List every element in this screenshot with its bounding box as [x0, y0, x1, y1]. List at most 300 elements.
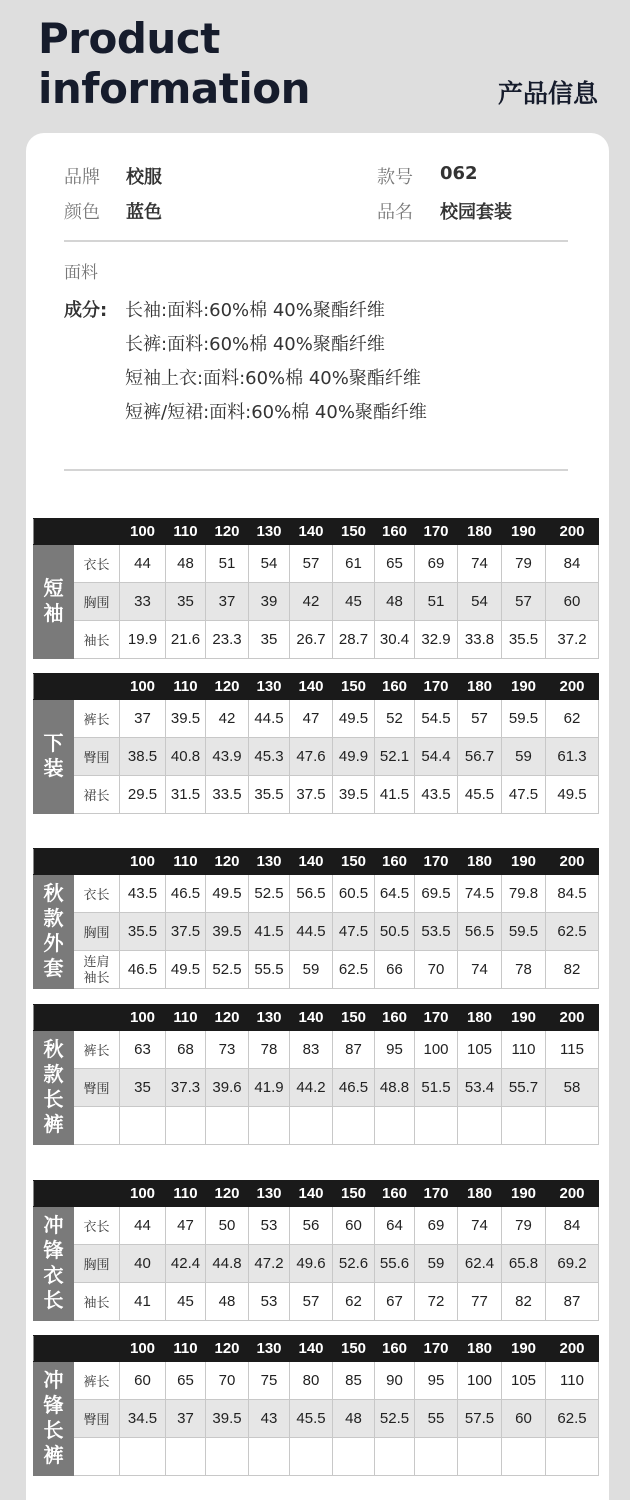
header-blank-cell — [34, 519, 120, 545]
style-no-value: 062 — [440, 163, 478, 184]
size-value-cell: 52.6 — [333, 1245, 375, 1283]
size-value-cell: 85 — [333, 1362, 375, 1400]
size-value-cell: 47.2 — [249, 1245, 290, 1283]
size-value-cell: 87 — [333, 1031, 375, 1069]
size-value-cell: 54 — [249, 545, 290, 583]
size-value-cell: 53.4 — [458, 1069, 502, 1107]
size-value-cell — [458, 1438, 502, 1476]
size-header-cell: 150 — [333, 1005, 375, 1031]
size-value-cell: 35 — [166, 583, 206, 621]
size-header-cell: 100 — [120, 849, 166, 875]
name-value: 校园套装 — [440, 202, 512, 223]
size-value-cell: 58 — [546, 1069, 599, 1107]
size-value-cell: 59 — [502, 738, 546, 776]
composition-label: 成分: — [64, 300, 108, 321]
size-value-cell: 47.5 — [333, 913, 375, 951]
row-label — [74, 1438, 120, 1476]
header-blank-cell — [34, 1181, 120, 1207]
size-value-cell: 69 — [415, 545, 458, 583]
size-value-cell: 62 — [546, 700, 599, 738]
size-value-cell: 49.6 — [290, 1245, 333, 1283]
category-char: 短 — [43, 577, 64, 600]
title-line-2: information — [38, 64, 310, 113]
size-value-cell: 39.6 — [206, 1069, 249, 1107]
size-value-cell: 69.5 — [415, 875, 458, 913]
size-value-cell: 37 — [206, 583, 249, 621]
name-label: 品名 — [377, 202, 413, 223]
size-value-cell: 41.5 — [375, 776, 415, 814]
size-header-cell: 180 — [458, 519, 502, 545]
size-header-cell: 160 — [375, 519, 415, 545]
row-label: 裙长 — [74, 776, 120, 814]
size-value-cell: 37.3 — [166, 1069, 206, 1107]
size-header-cell: 140 — [290, 674, 333, 700]
size-value-cell: 62.5 — [546, 913, 599, 951]
size-header-cell: 140 — [290, 1181, 333, 1207]
category-cell — [34, 875, 74, 989]
size-value-cell: 44.2 — [290, 1069, 333, 1107]
size-value-cell: 39.5 — [333, 776, 375, 814]
size-value-cell: 59.5 — [502, 700, 546, 738]
size-value-cell: 52.1 — [375, 738, 415, 776]
size-header-cell: 130 — [249, 1181, 290, 1207]
table-row — [34, 1107, 599, 1145]
row-label: 裤长 — [74, 1031, 120, 1069]
size-value-cell: 57 — [502, 583, 546, 621]
size-header-cell: 100 — [120, 1005, 166, 1031]
size-value-cell: 74 — [458, 1207, 502, 1245]
size-value-cell: 26.7 — [290, 621, 333, 659]
size-value-cell: 53.5 — [415, 913, 458, 951]
size-value-cell — [249, 1438, 290, 1476]
size-value-cell: 37 — [166, 1400, 206, 1438]
size-value-cell — [415, 1107, 458, 1145]
size-table — [33, 518, 599, 659]
size-header-cell: 120 — [206, 1336, 249, 1362]
size-value-cell: 56.5 — [290, 875, 333, 913]
size-value-cell: 64 — [375, 1207, 415, 1245]
size-value-cell: 35 — [120, 1069, 166, 1107]
size-value-cell: 59 — [415, 1245, 458, 1283]
composition-line: 长裤:面料:60%棉 40%聚酯纤维 — [125, 334, 385, 355]
row-label: 裤长 — [74, 700, 120, 738]
size-value-cell: 82 — [502, 1283, 546, 1321]
table-row — [34, 875, 599, 913]
size-header-cell: 130 — [249, 674, 290, 700]
size-value-cell: 35.5 — [249, 776, 290, 814]
size-value-cell: 44.8 — [206, 1245, 249, 1283]
size-value-cell: 84 — [546, 1207, 599, 1245]
table-row — [34, 1069, 599, 1107]
composition-line: 短袖上衣:面料:60%棉 40%聚酯纤维 — [125, 368, 421, 389]
size-value-cell: 39.5 — [206, 913, 249, 951]
category-char: 冲 — [43, 1214, 64, 1237]
row-label: 衣长 — [74, 1207, 120, 1245]
divider-top — [64, 240, 568, 242]
table-row — [34, 1245, 599, 1283]
table-row — [34, 1031, 599, 1069]
header-blank-cell — [34, 849, 120, 875]
size-value-cell: 62.4 — [458, 1245, 502, 1283]
size-header-cell: 180 — [458, 1336, 502, 1362]
size-header-cell: 200 — [546, 1336, 599, 1362]
size-value-cell: 44.5 — [249, 700, 290, 738]
size-value-cell: 80 — [290, 1362, 333, 1400]
category-char: 裤 — [43, 1444, 64, 1467]
table-row — [34, 621, 599, 659]
category-cell — [34, 1362, 74, 1476]
size-header-cell: 140 — [290, 849, 333, 875]
size-value-cell: 73 — [206, 1031, 249, 1069]
row-label: 臀围 — [74, 738, 120, 776]
size-value-cell: 78 — [502, 951, 546, 989]
row-label: 胸围 — [74, 1245, 120, 1283]
table-row — [34, 738, 599, 776]
size-value-cell: 45.5 — [290, 1400, 333, 1438]
size-table — [33, 673, 599, 814]
size-header-cell: 190 — [502, 519, 546, 545]
size-header-cell: 170 — [415, 674, 458, 700]
size-value-cell: 29.5 — [120, 776, 166, 814]
brand-label: 品牌 — [64, 167, 100, 188]
composition-line: 短裤/短裙:面料:60%棉 40%聚酯纤维 — [125, 402, 427, 423]
size-value-cell: 110 — [546, 1362, 599, 1400]
size-value-cell: 53 — [249, 1207, 290, 1245]
size-value-cell: 84 — [546, 545, 599, 583]
size-header-cell: 120 — [206, 1005, 249, 1031]
size-value-cell: 47.6 — [290, 738, 333, 776]
size-value-cell: 31.5 — [166, 776, 206, 814]
size-value-cell: 50 — [206, 1207, 249, 1245]
size-header-cell: 170 — [415, 519, 458, 545]
size-value-cell — [415, 1438, 458, 1476]
size-value-cell: 95 — [415, 1362, 458, 1400]
size-header-cell: 130 — [249, 519, 290, 545]
category-char: 长 — [43, 1419, 64, 1442]
size-header-cell: 200 — [546, 674, 599, 700]
size-value-cell: 69.2 — [546, 1245, 599, 1283]
size-value-cell: 48.8 — [375, 1069, 415, 1107]
size-header-cell: 140 — [290, 1005, 333, 1031]
size-value-cell: 55.6 — [375, 1245, 415, 1283]
size-header-cell: 120 — [206, 674, 249, 700]
size-value-cell — [290, 1107, 333, 1145]
size-value-cell: 30.4 — [375, 621, 415, 659]
row-label: 胸围 — [74, 583, 120, 621]
size-value-cell: 60 — [546, 583, 599, 621]
size-header-cell: 190 — [502, 1005, 546, 1031]
size-value-cell — [375, 1107, 415, 1145]
category-char: 锋 — [43, 1239, 64, 1262]
size-value-cell: 74.5 — [458, 875, 502, 913]
row-label: 臀围 — [74, 1400, 120, 1438]
size-header-cell: 200 — [546, 1181, 599, 1207]
size-value-cell: 74 — [458, 545, 502, 583]
size-value-cell: 45.5 — [458, 776, 502, 814]
size-value-cell: 41.5 — [249, 913, 290, 951]
size-value-cell: 62.5 — [333, 951, 375, 989]
size-header-cell: 190 — [502, 1336, 546, 1362]
color-value: 蓝色 — [126, 202, 162, 223]
table-row — [34, 583, 599, 621]
size-value-cell: 32.9 — [415, 621, 458, 659]
size-value-cell: 100 — [458, 1362, 502, 1400]
size-header-cell: 160 — [375, 1005, 415, 1031]
size-value-cell: 37.2 — [546, 621, 599, 659]
size-value-cell: 63 — [120, 1031, 166, 1069]
row-label: 胸围 — [74, 913, 120, 951]
composition-line: 长袖:面料:60%棉 40%聚酯纤维 — [125, 300, 385, 321]
table-row — [34, 1400, 599, 1438]
size-value-cell: 33.5 — [206, 776, 249, 814]
category-cell — [34, 1207, 74, 1321]
size-value-cell — [546, 1438, 599, 1476]
size-value-cell: 69 — [415, 1207, 458, 1245]
category-cell — [34, 1031, 74, 1145]
size-header-cell: 170 — [415, 1336, 458, 1362]
size-value-cell — [206, 1107, 249, 1145]
size-value-cell: 84.5 — [546, 875, 599, 913]
category-char: 套 — [43, 957, 64, 980]
size-header-cell: 130 — [249, 849, 290, 875]
size-value-cell: 61.3 — [546, 738, 599, 776]
size-value-cell: 35.5 — [120, 913, 166, 951]
size-value-cell: 55.5 — [249, 951, 290, 989]
size-value-cell: 75 — [249, 1362, 290, 1400]
size-header-cell: 160 — [375, 849, 415, 875]
size-header-cell: 130 — [249, 1005, 290, 1031]
size-value-cell: 45 — [166, 1283, 206, 1321]
size-value-cell: 46.5 — [166, 875, 206, 913]
size-value-cell — [166, 1107, 206, 1145]
size-header-cell: 160 — [375, 674, 415, 700]
size-value-cell: 57 — [290, 545, 333, 583]
size-value-cell: 34.5 — [120, 1400, 166, 1438]
size-value-cell: 67 — [375, 1283, 415, 1321]
size-header-cell: 200 — [546, 1005, 599, 1031]
size-value-cell: 19.9 — [120, 621, 166, 659]
category-cell — [34, 545, 74, 659]
size-value-cell — [206, 1438, 249, 1476]
size-value-cell — [375, 1438, 415, 1476]
size-value-cell — [120, 1438, 166, 1476]
size-table — [33, 1180, 599, 1321]
divider-bottom — [64, 469, 568, 471]
category-char: 下 — [43, 732, 64, 755]
size-value-cell: 59.5 — [502, 913, 546, 951]
size-header-cell: 110 — [166, 1181, 206, 1207]
size-value-cell: 55 — [415, 1400, 458, 1438]
size-value-cell: 43 — [249, 1400, 290, 1438]
category-char: 袖 — [43, 602, 64, 625]
size-value-cell: 40.8 — [166, 738, 206, 776]
size-value-cell: 78 — [249, 1031, 290, 1069]
category-char: 衣 — [43, 1264, 64, 1287]
size-value-cell: 56.5 — [458, 913, 502, 951]
size-value-cell: 60 — [333, 1207, 375, 1245]
size-value-cell: 83 — [290, 1031, 333, 1069]
size-header-cell: 150 — [333, 674, 375, 700]
size-value-cell: 79 — [502, 1207, 546, 1245]
size-value-cell: 37.5 — [166, 913, 206, 951]
size-value-cell: 77 — [458, 1283, 502, 1321]
size-value-cell: 45 — [333, 583, 375, 621]
size-value-cell: 51 — [415, 583, 458, 621]
size-value-cell: 47 — [166, 1207, 206, 1245]
color-label: 颜色 — [64, 202, 100, 223]
size-value-cell — [120, 1107, 166, 1145]
table-row — [34, 1207, 599, 1245]
size-table — [33, 1004, 599, 1145]
size-header-cell: 120 — [206, 519, 249, 545]
size-value-cell: 43.5 — [415, 776, 458, 814]
size-value-cell: 38.5 — [120, 738, 166, 776]
size-header-cell: 150 — [333, 1181, 375, 1207]
row-label: 连肩袖长 — [74, 951, 120, 989]
size-header-cell: 120 — [206, 849, 249, 875]
row-label: 衣长 — [74, 875, 120, 913]
category-cell — [34, 700, 74, 814]
size-value-cell: 72 — [415, 1283, 458, 1321]
size-header-cell: 180 — [458, 674, 502, 700]
size-header-cell: 190 — [502, 674, 546, 700]
size-value-cell: 43.9 — [206, 738, 249, 776]
size-value-cell: 68 — [166, 1031, 206, 1069]
size-value-cell — [502, 1438, 546, 1476]
size-value-cell: 44.5 — [290, 913, 333, 951]
size-value-cell: 48 — [206, 1283, 249, 1321]
size-value-cell: 52.5 — [249, 875, 290, 913]
size-header-cell: 180 — [458, 849, 502, 875]
size-value-cell: 90 — [375, 1362, 415, 1400]
size-value-cell: 48 — [333, 1400, 375, 1438]
size-value-cell: 44 — [120, 545, 166, 583]
size-value-cell: 65.8 — [502, 1245, 546, 1283]
table-row — [34, 776, 599, 814]
size-header-cell: 170 — [415, 1181, 458, 1207]
size-value-cell: 60.5 — [333, 875, 375, 913]
size-header-cell: 100 — [120, 1336, 166, 1362]
size-value-cell: 39.5 — [166, 700, 206, 738]
category-char: 装 — [43, 757, 64, 780]
size-value-cell: 61 — [333, 545, 375, 583]
size-value-cell — [458, 1107, 502, 1145]
size-value-cell: 79 — [502, 545, 546, 583]
size-value-cell — [166, 1438, 206, 1476]
size-header-cell: 170 — [415, 1005, 458, 1031]
size-value-cell: 74 — [458, 951, 502, 989]
size-value-cell: 44 — [120, 1207, 166, 1245]
size-value-cell: 64.5 — [375, 875, 415, 913]
size-value-cell: 57 — [458, 700, 502, 738]
size-header-cell: 150 — [333, 1336, 375, 1362]
size-header-cell: 200 — [546, 519, 599, 545]
size-header-cell: 170 — [415, 849, 458, 875]
size-value-cell: 60 — [502, 1400, 546, 1438]
size-value-cell: 54 — [458, 583, 502, 621]
row-label: 裤长 — [74, 1362, 120, 1400]
title-line-1: Product — [38, 14, 220, 63]
size-value-cell: 66 — [375, 951, 415, 989]
size-value-cell — [502, 1107, 546, 1145]
category-char: 外 — [43, 932, 64, 955]
size-header-cell: 110 — [166, 519, 206, 545]
size-header-cell: 110 — [166, 674, 206, 700]
size-value-cell: 51.5 — [415, 1069, 458, 1107]
category-char: 款 — [43, 1063, 64, 1086]
size-value-cell: 45.3 — [249, 738, 290, 776]
category-char: 长 — [43, 1289, 64, 1312]
size-value-cell: 47.5 — [502, 776, 546, 814]
row-label: 臀围 — [74, 1069, 120, 1107]
size-value-cell: 65 — [375, 545, 415, 583]
table-row — [34, 700, 599, 738]
size-value-cell: 49.9 — [333, 738, 375, 776]
category-char: 秋 — [43, 1038, 64, 1061]
size-value-cell: 37.5 — [290, 776, 333, 814]
size-value-cell: 39.5 — [206, 1400, 249, 1438]
size-value-cell: 43.5 — [120, 875, 166, 913]
size-value-cell: 52 — [375, 700, 415, 738]
size-value-cell — [546, 1107, 599, 1145]
size-value-cell: 56 — [290, 1207, 333, 1245]
category-char: 冲 — [43, 1369, 64, 1392]
size-value-cell: 33.8 — [458, 621, 502, 659]
size-value-cell: 55.7 — [502, 1069, 546, 1107]
size-header-cell: 110 — [166, 849, 206, 875]
size-value-cell: 35.5 — [502, 621, 546, 659]
table-row — [34, 913, 599, 951]
size-value-cell: 42 — [206, 700, 249, 738]
size-value-cell: 59 — [290, 951, 333, 989]
table-row — [34, 1362, 599, 1400]
brand-value: 校服 — [126, 167, 162, 188]
fabric-label: 面料 — [64, 263, 98, 283]
size-value-cell: 42.4 — [166, 1245, 206, 1283]
size-value-cell: 49.5 — [166, 951, 206, 989]
size-header-cell: 110 — [166, 1005, 206, 1031]
size-value-cell — [333, 1107, 375, 1145]
size-value-cell: 35 — [249, 621, 290, 659]
size-value-cell: 62.5 — [546, 1400, 599, 1438]
size-value-cell: 100 — [415, 1031, 458, 1069]
size-value-cell: 49.5 — [206, 875, 249, 913]
size-header-cell: 190 — [502, 1181, 546, 1207]
size-value-cell: 48 — [166, 545, 206, 583]
table-row — [34, 545, 599, 583]
size-value-cell: 23.3 — [206, 621, 249, 659]
size-value-cell: 37 — [120, 700, 166, 738]
size-header-cell: 100 — [120, 1181, 166, 1207]
table-row — [34, 951, 599, 989]
size-value-cell: 56.7 — [458, 738, 502, 776]
size-value-cell: 60 — [120, 1362, 166, 1400]
size-value-cell: 53 — [249, 1283, 290, 1321]
size-header-cell: 110 — [166, 1336, 206, 1362]
size-value-cell: 46.5 — [120, 951, 166, 989]
size-value-cell: 39 — [249, 583, 290, 621]
size-header-cell: 190 — [502, 849, 546, 875]
table-row — [34, 1283, 599, 1321]
size-header-cell: 180 — [458, 1181, 502, 1207]
page-title-cn: 产品信息 — [497, 79, 598, 108]
header-blank-cell — [34, 1005, 120, 1031]
size-value-cell — [290, 1438, 333, 1476]
row-label: 衣长 — [74, 545, 120, 583]
size-header-cell: 200 — [546, 849, 599, 875]
size-header-cell: 140 — [290, 1336, 333, 1362]
size-value-cell: 70 — [206, 1362, 249, 1400]
